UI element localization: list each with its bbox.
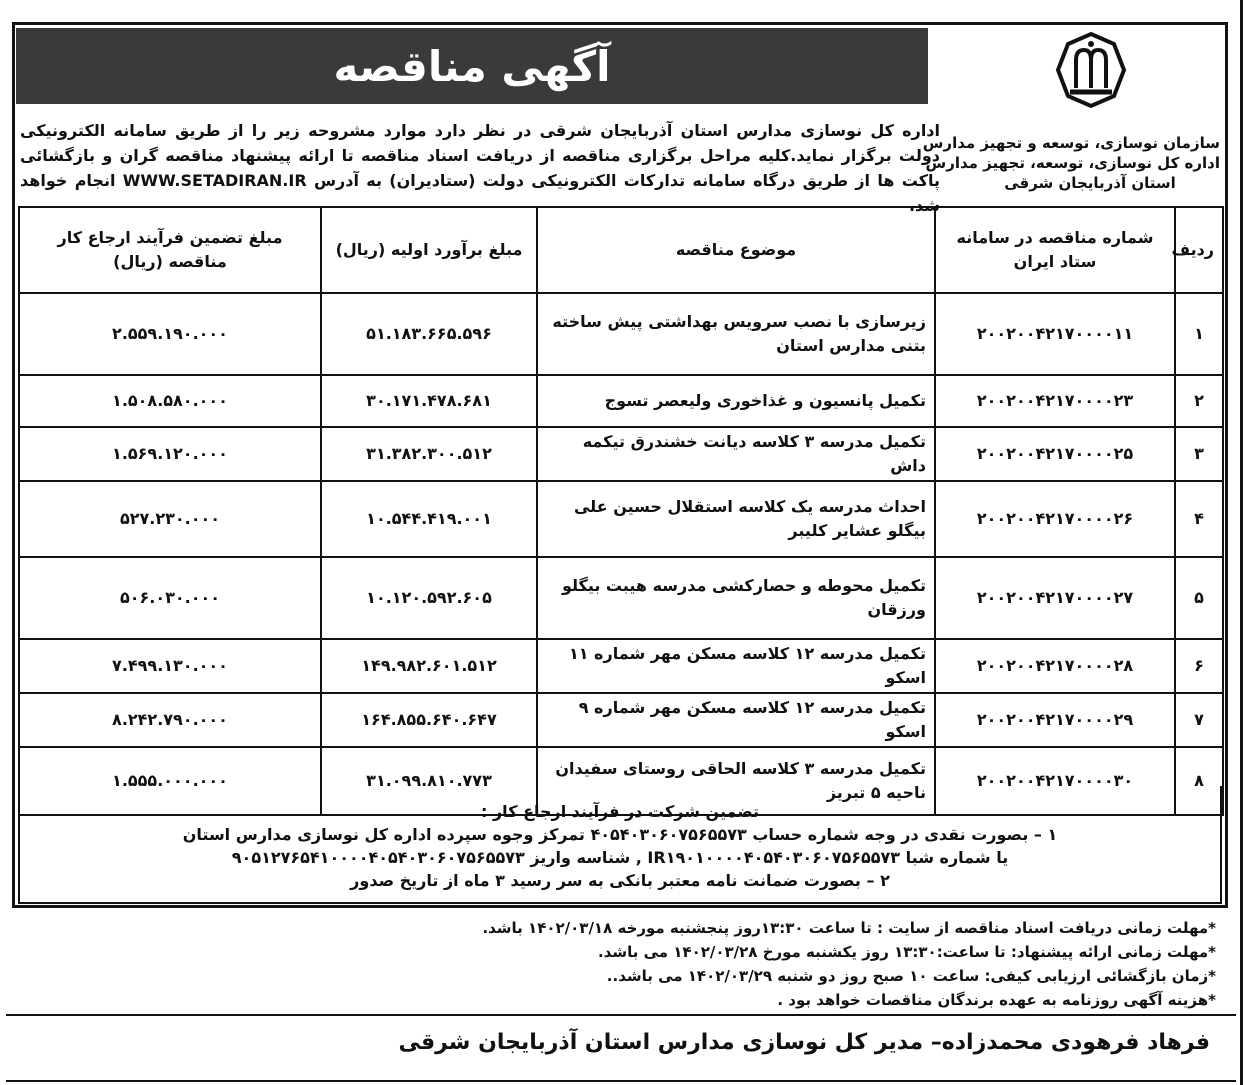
- org-line: سازمان نوسازی، توسعه و تجهیز مدارس: [922, 134, 1220, 152]
- row-number: ۵: [1175, 557, 1223, 639]
- deadline-item: *مهلت زمانی ارائه پیشنهاد: تا ساعت:۱۳:۳۰ روز یکشنبه مورخ ۱۴۰۲/۰۳/۲۸ می باشد.: [597, 943, 1216, 961]
- tenders-table: [18, 206, 1224, 816]
- estimate-amount: ۱۶۴.۸۵۵.۶۴۰.۶۴۷: [321, 693, 537, 747]
- estimate-amount: ۳۱.۳۸۲.۳۰۰.۵۱۲: [321, 427, 537, 481]
- org-line: استان آذربایجان شرقی: [1004, 174, 1176, 192]
- tender-subject: احداث مدرسه یک کلاسه استقلال حسین علی بیگلو عشایر کلیبر: [537, 481, 935, 557]
- guarantee-amount: ۱.۵۰۸.۵۸۰.۰۰۰: [19, 375, 321, 427]
- tender-code: ۲۰۰۲۰۰۴۲۱۷۰۰۰۰۲۷: [935, 557, 1175, 639]
- header-subject: موضوع مناقصه: [537, 207, 935, 293]
- guarantee-line: یا شماره شبا IR۱۹۰۱۰۰۰۰۴۰۵۴۰۳۰۶۰۷۵۶۵۵۷۳ , شناسه واریز ۹۰۵۱۲۷۶۵۴۱۰۰۰۰۴۰۵۴۰۳۰۶۰۷۵۶۵۵۷۳: [231, 848, 1009, 867]
- signature-line: فرهاد فرهودی محمدزاده– مدیر کل نوسازی مدارس استان آذربایجان شرقی: [398, 1030, 1210, 1055]
- guarantee-line: ۱ – بصورت نقدی در وجه شماره حساب ۴۰۵۴۰۳۰۶۰۷۵۶۵۵۷۳ تمرکز وجوه سپرده اداره کل نوسازی مدارس استان: [182, 825, 1058, 844]
- tender-code: ۲۰۰۲۰۰۴۲۱۷۰۰۰۰۲۳: [935, 375, 1175, 427]
- deadlines-list: [116, 916, 1216, 1012]
- row-number: ۱: [1175, 293, 1223, 375]
- organization-name: [922, 133, 1220, 193]
- table-header-row: [19, 207, 1223, 293]
- tender-code: ۲۰۰۲۰۰۴۲۱۷۰۰۰۰۲۸: [935, 639, 1175, 693]
- tender-subject: تکمیل مدرسه ۱۲ کلاسه مسکن مهر شماره ۱۱ اسکو: [537, 639, 935, 693]
- tender-subject: تکمیل محوطه و حصارکشی مدرسه هیبت بیگلو ورزقان: [537, 557, 935, 639]
- header-guarantee: مبلغ تضمین فرآیند ارجاع کار مناقصه (ریال): [19, 207, 321, 293]
- org-line: اداره کل نوسازی، توسعه، تجهیز مدارس: [925, 154, 1220, 172]
- table-row: [19, 481, 1223, 557]
- row-number: ۷: [1175, 693, 1223, 747]
- intro-paragraph: اداره کل نوسازی مدارس استان آذربایجان شرقی در نظر دارد موارد مشروحه زیر را از طریق سامانه الکترونیکی دولت برگزار نماید.کلیه مراحل برگزاری مناقصه از دریافت اسناد مناقصه تا ارائه پیشنهاد مناقصه گران و بازگشائی پاکت ها از طریق درگاه سامانه تدارکات الکترونیکی دولت (ستادیران) به آدرس WWW.SETADIRAN.IR انجام خواهد شد.: [20, 121, 941, 215]
- table-row: [19, 557, 1223, 639]
- tender-subject: تکمیل مدرسه ۳ کلاسه دیانت خشندرق تیکمه داش: [537, 427, 935, 481]
- estimate-amount: ۳۰.۱۷۱.۴۷۸.۶۸۱: [321, 375, 537, 427]
- tender-subject: تکمیل مدرسه ۳ کلاسه الحاقی روستای سفیدان ناحیه ۵ تبریز: [537, 747, 935, 815]
- table-row: [19, 639, 1223, 693]
- row-number: ۳: [1175, 427, 1223, 481]
- table-row: [19, 693, 1223, 747]
- guarantee-amount: ۸.۲۴۲.۷۹۰.۰۰۰: [19, 693, 321, 747]
- row-number: ۴: [1175, 481, 1223, 557]
- estimate-amount: ۳۱.۰۹۹.۸۱۰.۷۷۳: [321, 747, 537, 815]
- guarantee-amount: ۲.۵۵۹.۱۹۰.۰۰۰: [19, 293, 321, 375]
- guarantee-amount: ۵۰۶.۰۳۰.۰۰۰: [19, 557, 321, 639]
- title-banner: [16, 28, 928, 104]
- tender-code: ۲۰۰۲۰۰۴۲۱۷۰۰۰۰۱۱: [935, 293, 1175, 375]
- guarantee-amount: ۷.۴۹۹.۱۳۰.۰۰۰: [19, 639, 321, 693]
- header-estimate: مبلغ برآورد اولیه (ریال): [321, 207, 537, 293]
- table-row: [19, 293, 1223, 375]
- guarantee-amount: ۵۲۷.۲۳۰.۰۰۰: [19, 481, 321, 557]
- guarantee-section: [18, 786, 1222, 904]
- row-number: ۶: [1175, 639, 1223, 693]
- estimate-amount: ۱۰.۱۲۰.۵۹۲.۶۰۵: [321, 557, 537, 639]
- table-row: [19, 427, 1223, 481]
- tender-code: ۲۰۰۲۰۰۴۲۱۷۰۰۰۰۲۹: [935, 693, 1175, 747]
- table-row: [19, 375, 1223, 427]
- notice-title: آگهی مناقصه: [333, 41, 611, 91]
- tender-code: ۲۰۰۲۰۰۴۲۱۷۰۰۰۰۳۰: [935, 747, 1175, 815]
- divider: [6, 1080, 1236, 1082]
- organization-logo-icon: [1052, 30, 1130, 110]
- deadline-item: *هزینه آگهی روزنامه به عهده برندگان مناقصات خواهد بود .: [777, 991, 1216, 1009]
- deadline-item: *زمان بازگشائی ارزیابی کیفی: ساعت ۱۰ صبح روز دو شنبه ۱۴۰۲/۰۳/۲۹ می باشد..: [606, 967, 1216, 985]
- estimate-amount: ۱۰.۵۴۴.۴۱۹.۰۰۱: [321, 481, 537, 557]
- tender-subject: تکمیل پانسیون و غذاخوری ولیعصر تسوج: [537, 375, 935, 427]
- page-edge-line: [1240, 0, 1243, 1085]
- tender-subject: تکمیل مدرسه ۱۲ کلاسه مسکن مهر شماره ۹ اسکو: [537, 693, 935, 747]
- tender-code: ۲۰۰۲۰۰۴۲۱۷۰۰۰۰۲۶: [935, 481, 1175, 557]
- row-number: ۲: [1175, 375, 1223, 427]
- divider: [6, 1014, 1236, 1016]
- guarantee-amount: ۱.۵۵۵.۰۰۰.۰۰۰: [19, 747, 321, 815]
- guarantee-amount: ۱.۵۶۹.۱۲۰.۰۰۰: [19, 427, 321, 481]
- header-row-number: ردیف: [1175, 207, 1223, 293]
- row-number: ۸: [1175, 747, 1223, 815]
- tender-code: ۲۰۰۲۰۰۴۲۱۷۰۰۰۰۲۵: [935, 427, 1175, 481]
- guarantee-title: تضمین شرکت در فرآیند ارجاع کار :: [481, 802, 759, 821]
- guarantee-line: ۲ – بصورت ضمانت نامه معتبر بانکی به سر رسید ۳ ماه از تاریخ صدور: [350, 871, 890, 890]
- deadline-item: *مهلت زمانی دریافت اسناد مناقصه از سایت : تا ساعت ۱۳:۳۰روز پنجشنبه مورخه ۱۴۰۲/۰۳/۱۸ باشد.: [482, 919, 1216, 937]
- notice-page: [6, 8, 1234, 1076]
- estimate-amount: ۱۴۹.۹۸۲.۶۰۱.۵۱۲: [321, 639, 537, 693]
- header-tender-code: شماره مناقصه در سامانه ستاد ایران: [935, 207, 1175, 293]
- tender-subject: زیرسازی با نصب سرویس بهداشتی پیش ساخته بتنی مدارس استان: [537, 293, 935, 375]
- estimate-amount: ۵۱.۱۸۳.۶۶۵.۵۹۶: [321, 293, 537, 375]
